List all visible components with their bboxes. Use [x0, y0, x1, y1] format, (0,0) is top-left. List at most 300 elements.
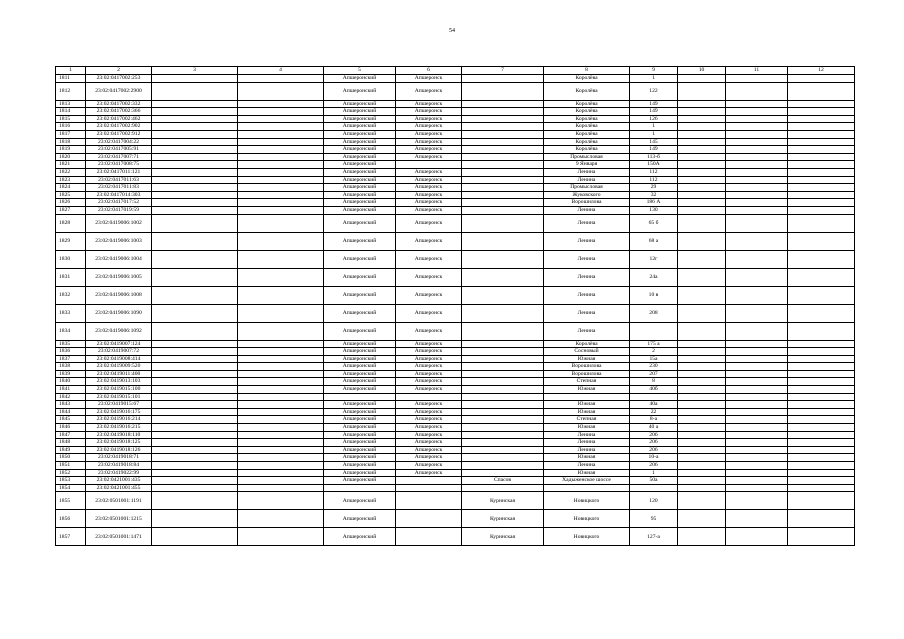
empty-cell [678, 424, 726, 432]
empty-cell [678, 477, 726, 485]
house-number-cell: 208 [630, 304, 678, 322]
district-cell: Апшеронский [324, 446, 396, 454]
settlement-cell [462, 82, 544, 100]
table-row [56, 469, 855, 477]
empty-cell [678, 355, 726, 363]
table-row [56, 363, 855, 371]
district-cell: Апшеронский [324, 100, 396, 108]
table-row [56, 370, 855, 378]
settlement-cell [462, 370, 544, 378]
district-cell: Апшеронский [324, 355, 396, 363]
cadastral-number: 23:02:0417005:91 [86, 146, 152, 154]
street-cell: Королёва [544, 146, 630, 154]
empty-cell [678, 386, 726, 394]
cadastral-number: 23:02:0417002:253 [86, 75, 152, 83]
street-cell: Новицкого [544, 510, 630, 528]
cadastral-number: 23:02:0501001:1471 [86, 528, 152, 546]
empty-cell [788, 176, 855, 184]
house-number-cell: 10-а [630, 454, 678, 462]
cadastral-number: 23:02:0419006:1092 [86, 322, 152, 340]
empty-cell [726, 176, 788, 184]
empty-cell [238, 268, 324, 286]
settlement-cell [462, 355, 544, 363]
empty-cell [238, 184, 324, 192]
empty-cell [726, 100, 788, 108]
district-cell: Апшеронский [324, 168, 396, 176]
row-number: 1846 [56, 424, 86, 432]
empty-cell [238, 401, 324, 409]
empty-cell [678, 378, 726, 386]
table-row [56, 108, 855, 116]
empty-cell [788, 232, 855, 250]
settlement-cell [462, 424, 544, 432]
empty-cell [788, 401, 855, 409]
district-cell: Апшеронский [324, 130, 396, 138]
settlement-cell [462, 161, 544, 169]
house-number-cell: 50а [630, 477, 678, 485]
empty-cell [726, 184, 788, 192]
empty-cell [726, 355, 788, 363]
empty-cell [678, 184, 726, 192]
house-number-cell: 12г [630, 250, 678, 268]
cadastral-number: 23:02:0417008:75 [86, 161, 152, 169]
empty-cell [726, 214, 788, 232]
street-cell: Ленина [544, 462, 630, 470]
empty-cell [152, 469, 238, 477]
empty-cell [678, 214, 726, 232]
settlement-cell [462, 232, 544, 250]
table-row [56, 462, 855, 470]
street-cell: Королёва [544, 123, 630, 131]
settlement-cell [462, 484, 544, 492]
empty-cell [238, 199, 324, 207]
empty-cell [678, 146, 726, 154]
district-cell: Апшеронский [324, 138, 396, 146]
empty-cell [238, 100, 324, 108]
empty-cell [238, 206, 324, 214]
table-row [56, 424, 855, 432]
empty-cell [238, 82, 324, 100]
cadastral-number: 23:02:0417011:83 [86, 184, 152, 192]
table-row [56, 393, 855, 401]
row-number: 1849 [56, 446, 86, 454]
cadastral-number: 23:02:0419016:215 [86, 424, 152, 432]
city-cell: Апшеронск [396, 286, 462, 304]
street-cell: Ленина [544, 168, 630, 176]
settlement-cell: Куринская [462, 510, 544, 528]
row-number: 1812 [56, 82, 86, 100]
empty-cell [238, 393, 324, 401]
cadastral-number: 23:02:0417002:2900 [86, 82, 152, 100]
row-number: 1852 [56, 469, 86, 477]
house-number-cell: 65 б [630, 214, 678, 232]
street-cell: Промысловая [544, 153, 630, 161]
empty-cell [678, 100, 726, 108]
house-number-cell: 2 [630, 348, 678, 356]
empty-cell [238, 304, 324, 322]
empty-cell [726, 130, 788, 138]
table-row [56, 82, 855, 100]
empty-cell [726, 431, 788, 439]
empty-cell [678, 401, 726, 409]
empty-cell [152, 138, 238, 146]
street-cell: Ленина [544, 439, 630, 447]
empty-cell [152, 168, 238, 176]
cadastral-number: 23:02:0419018:126 [86, 446, 152, 454]
house-number-cell: 126 [630, 115, 678, 123]
cadastral-number: 23:02:0419006:1003 [86, 232, 152, 250]
empty-cell [238, 386, 324, 394]
city-cell: Апшеронск [396, 146, 462, 154]
table-row [56, 286, 855, 304]
empty-cell [238, 370, 324, 378]
empty-cell [788, 446, 855, 454]
empty-cell [152, 446, 238, 454]
district-cell [324, 484, 396, 492]
settlement-cell [462, 138, 544, 146]
row-number: 1851 [56, 462, 86, 470]
table-row [56, 446, 855, 454]
street-cell: Ленина [544, 206, 630, 214]
street-cell: Степная [544, 416, 630, 424]
district-cell: Апшеронский [324, 370, 396, 378]
empty-cell [726, 484, 788, 492]
district-cell: Апшеронский [324, 153, 396, 161]
empty-cell [238, 462, 324, 470]
district-cell: Апшеронский [324, 340, 396, 348]
empty-cell [152, 510, 238, 528]
empty-cell [152, 75, 238, 83]
house-number-cell: 206 [630, 462, 678, 470]
empty-cell [678, 115, 726, 123]
column-header: 8 [544, 67, 630, 75]
empty-cell [238, 161, 324, 169]
house-number-cell: 207 [630, 370, 678, 378]
settlement-cell [462, 322, 544, 340]
row-number: 1827 [56, 206, 86, 214]
row-number: 1845 [56, 416, 86, 424]
empty-cell [152, 416, 238, 424]
empty-cell [152, 82, 238, 100]
street-cell [544, 484, 630, 492]
row-number: 1854 [56, 484, 86, 492]
empty-cell [238, 439, 324, 447]
empty-cell [788, 378, 855, 386]
district-cell: Апшеронский [324, 492, 396, 510]
district-cell: Апшеронский [324, 401, 396, 409]
empty-cell [238, 416, 324, 424]
empty-cell [678, 304, 726, 322]
district-cell: Апшеронский [324, 424, 396, 432]
street-cell: Королёва [544, 100, 630, 108]
empty-cell [152, 439, 238, 447]
empty-cell [238, 75, 324, 83]
empty-cell [726, 477, 788, 485]
settlement-cell [462, 123, 544, 131]
row-number: 1831 [56, 268, 86, 286]
street-cell: Ленина [544, 250, 630, 268]
empty-cell [152, 477, 238, 485]
row-number: 1853 [56, 477, 86, 485]
cadastral-number: 23:02:0419015:67 [86, 401, 152, 409]
table-row [56, 206, 855, 214]
row-number: 1819 [56, 146, 86, 154]
row-number: 1857 [56, 528, 86, 546]
empty-cell [726, 206, 788, 214]
empty-cell [152, 176, 238, 184]
row-number: 1844 [56, 408, 86, 416]
street-cell: Южная [544, 386, 630, 394]
street-cell: Жуковского [544, 191, 630, 199]
empty-cell [152, 232, 238, 250]
empty-cell [152, 431, 238, 439]
settlement-cell [462, 146, 544, 154]
cadastral-number: 23:02:0417002:912 [86, 130, 152, 138]
empty-cell [788, 355, 855, 363]
city-cell: Апшеронск [396, 304, 462, 322]
empty-cell [152, 146, 238, 154]
house-number-cell: 130 [630, 206, 678, 214]
row-number: 1833 [56, 304, 86, 322]
settlement-cell [462, 214, 544, 232]
city-cell: Апшеронск [396, 75, 462, 83]
empty-cell [726, 439, 788, 447]
house-number-cell: 122 [630, 82, 678, 100]
empty-cell [152, 268, 238, 286]
city-cell: Апшеронск [396, 355, 462, 363]
column-header: 1 [56, 67, 86, 75]
empty-cell [788, 454, 855, 462]
cadastral-number: 23:02:0419009:520 [86, 363, 152, 371]
house-number-cell: 15а [630, 355, 678, 363]
empty-cell [152, 250, 238, 268]
empty-cell [152, 386, 238, 394]
empty-cell [788, 214, 855, 232]
empty-cell [726, 232, 788, 250]
empty-cell [726, 378, 788, 386]
column-header: 6 [396, 67, 462, 75]
empty-cell [238, 424, 324, 432]
empty-cell [678, 108, 726, 116]
empty-cell [788, 348, 855, 356]
empty-cell [788, 123, 855, 131]
empty-cell [726, 393, 788, 401]
house-number-cell: 206 [630, 431, 678, 439]
house-number-cell: 24а [630, 268, 678, 286]
house-number-cell: 68 а [630, 232, 678, 250]
empty-cell [726, 462, 788, 470]
row-number: 1850 [56, 454, 86, 462]
district-cell: Апшеронский [324, 431, 396, 439]
settlement-cell: Спасов [462, 477, 544, 485]
empty-cell [152, 348, 238, 356]
street-cell: Южная [544, 424, 630, 432]
house-number-cell [630, 484, 678, 492]
empty-cell [726, 191, 788, 199]
empty-cell [726, 286, 788, 304]
table-row [56, 355, 855, 363]
city-cell: Апшеронск [396, 408, 462, 416]
city-cell: Апшеронск [396, 401, 462, 409]
settlement-cell [462, 268, 544, 286]
street-cell: Южная [544, 469, 630, 477]
row-number: 1826 [56, 199, 86, 207]
empty-cell [238, 510, 324, 528]
empty-cell [238, 408, 324, 416]
empty-cell [788, 199, 855, 207]
empty-cell [152, 214, 238, 232]
empty-cell [678, 363, 726, 371]
empty-cell [238, 232, 324, 250]
street-cell: Южная [544, 355, 630, 363]
district-cell: Апшеронский [324, 386, 396, 394]
empty-cell [726, 528, 788, 546]
street-cell: Королёва [544, 130, 630, 138]
empty-cell [678, 75, 726, 83]
empty-cell [152, 161, 238, 169]
empty-cell [678, 153, 726, 161]
empty-cell [152, 340, 238, 348]
empty-cell [678, 130, 726, 138]
empty-cell [788, 75, 855, 83]
settlement-cell [462, 286, 544, 304]
settlement-cell [462, 454, 544, 462]
empty-cell [152, 378, 238, 386]
empty-cell [726, 348, 788, 356]
cadastral-number: 23:02:0419016:175 [86, 408, 152, 416]
house-number-cell: 1 [630, 75, 678, 83]
empty-cell [152, 484, 238, 492]
settlement-cell [462, 401, 544, 409]
house-number-cell [630, 393, 678, 401]
row-number: 1830 [56, 250, 86, 268]
street-cell: Ворошилова [544, 363, 630, 371]
city-cell: Апшеронск [396, 115, 462, 123]
column-header: 10 [678, 67, 726, 75]
empty-cell [678, 168, 726, 176]
house-number-cell: 127-а [630, 528, 678, 546]
empty-cell [788, 146, 855, 154]
empty-cell [678, 138, 726, 146]
house-number-cell [630, 322, 678, 340]
city-cell: Апшеронск [396, 206, 462, 214]
house-number-cell: 40а [630, 401, 678, 409]
cadastral-number: 23:02:0417014:303 [86, 191, 152, 199]
empty-cell [726, 115, 788, 123]
empty-cell [152, 492, 238, 510]
row-number: 1817 [56, 130, 86, 138]
district-cell: Апшеронский [324, 454, 396, 462]
table-row [56, 268, 855, 286]
district-cell: Апшеронский [324, 286, 396, 304]
empty-cell [238, 214, 324, 232]
empty-cell [678, 206, 726, 214]
city-cell: Апшеронск [396, 363, 462, 371]
row-number: 1816 [56, 123, 86, 131]
empty-cell [726, 424, 788, 432]
city-cell: Апшеронск [396, 268, 462, 286]
table-row [56, 492, 855, 510]
empty-cell [788, 286, 855, 304]
empty-cell [678, 408, 726, 416]
house-number-cell: 206 [630, 446, 678, 454]
empty-cell [726, 268, 788, 286]
empty-cell [238, 115, 324, 123]
house-number-cell: 32 [630, 191, 678, 199]
district-cell [324, 393, 396, 401]
settlement-cell [462, 191, 544, 199]
empty-cell [788, 100, 855, 108]
empty-cell [788, 108, 855, 116]
house-number-cell: 1 [630, 469, 678, 477]
table-row [56, 214, 855, 232]
house-number-cell: 150А [630, 161, 678, 169]
empty-cell [788, 115, 855, 123]
empty-cell [678, 268, 726, 286]
city-cell: Апшеронск [396, 378, 462, 386]
empty-cell [678, 469, 726, 477]
empty-cell [726, 146, 788, 154]
empty-cell [238, 528, 324, 546]
empty-cell [678, 232, 726, 250]
column-header: 3 [152, 67, 238, 75]
row-number: 1824 [56, 184, 86, 192]
cadastral-number: 23:02:0417007:71 [86, 153, 152, 161]
cadastral-number: 23:02:0417002:366 [86, 108, 152, 116]
empty-cell [238, 250, 324, 268]
empty-cell [726, 250, 788, 268]
street-cell: Южная [544, 408, 630, 416]
street-cell: Новицкого [544, 492, 630, 510]
row-number: 1811 [56, 75, 86, 83]
table-row [56, 115, 855, 123]
empty-cell [238, 378, 324, 386]
row-number: 1848 [56, 439, 86, 447]
empty-cell [152, 355, 238, 363]
empty-cell [678, 510, 726, 528]
table-row [56, 100, 855, 108]
table-row [56, 477, 855, 485]
street-cell: Ленина [544, 431, 630, 439]
row-number: 1820 [56, 153, 86, 161]
city-cell: Апшеронск [396, 123, 462, 131]
district-cell: Апшеронский [324, 108, 396, 116]
empty-cell [152, 401, 238, 409]
cadastral-number: 23:02:0417002:902 [86, 123, 152, 131]
cadastral-number: 23:02:0417011:121 [86, 168, 152, 176]
empty-cell [678, 123, 726, 131]
empty-cell [726, 138, 788, 146]
empty-cell [726, 446, 788, 454]
city-cell: Апшеронск [396, 386, 462, 394]
empty-cell [788, 484, 855, 492]
district-cell: Апшеронский [324, 528, 396, 546]
street-cell: Королёва [544, 75, 630, 83]
city-cell [396, 161, 462, 169]
empty-cell [788, 416, 855, 424]
cadastral-number: 23:02:0419018:84 [86, 462, 152, 470]
empty-cell [238, 340, 324, 348]
row-number: 1856 [56, 510, 86, 528]
empty-cell [238, 454, 324, 462]
row-number: 1815 [56, 115, 86, 123]
empty-cell [678, 528, 726, 546]
empty-cell [788, 363, 855, 371]
empty-cell [678, 199, 726, 207]
table-row [56, 199, 855, 207]
table-row [56, 168, 855, 176]
empty-cell [726, 108, 788, 116]
